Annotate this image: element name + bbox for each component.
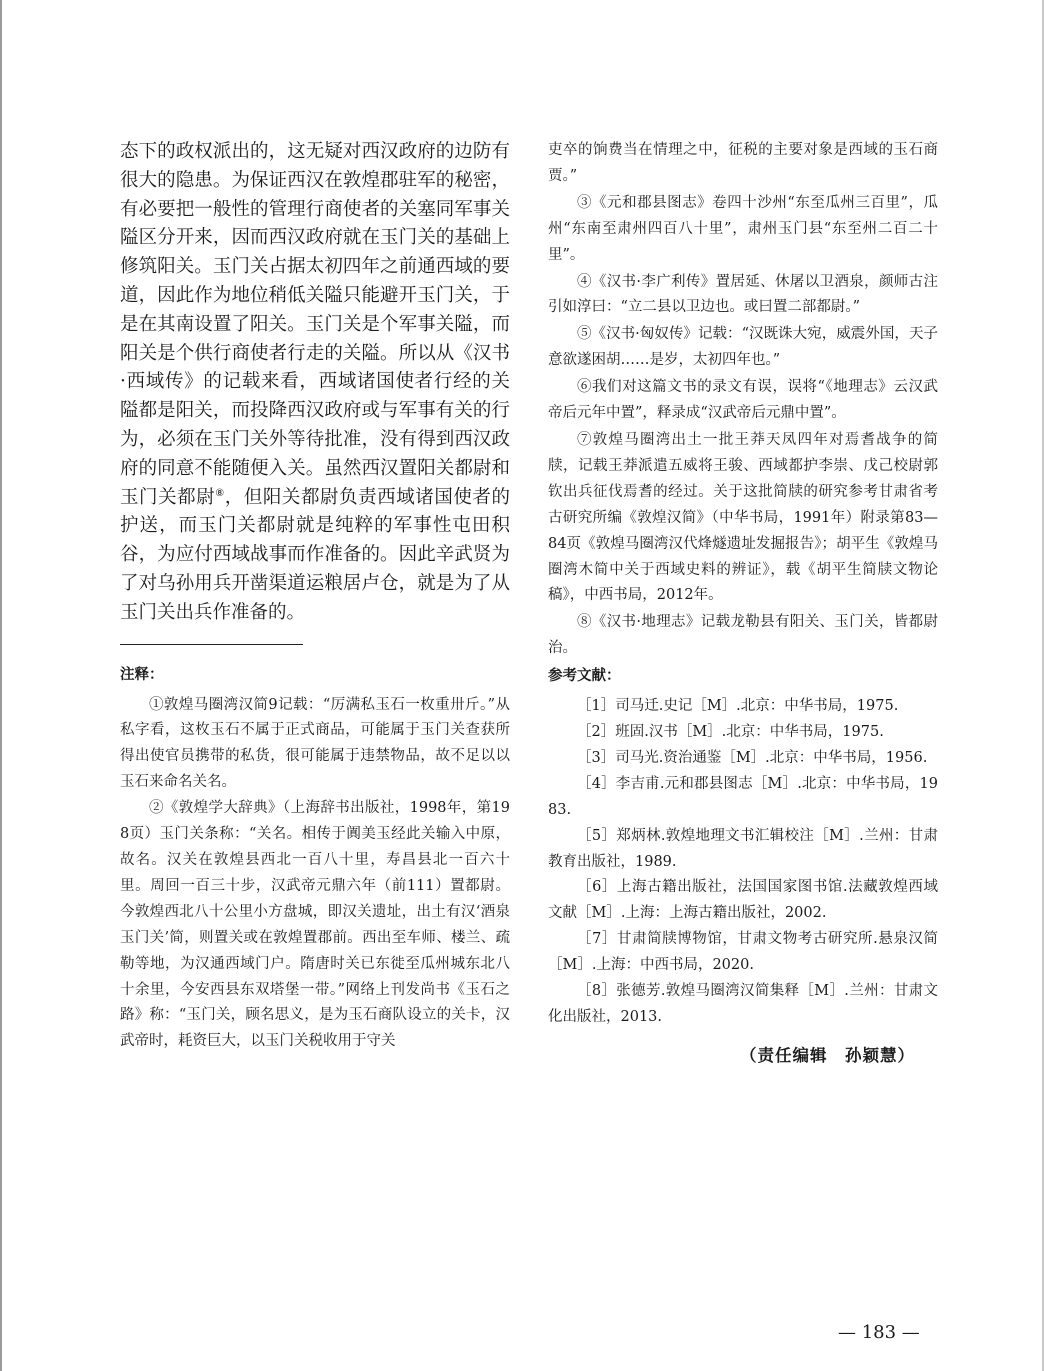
note-6: ⑥我们对这篇文书的录文有误，误将“《地理志》云汉武帝后元年中置”，释录成“汉武帝后元鼎中置”。 xyxy=(548,379,938,422)
reference-item: ［4］李吉甫.元和郡县图志［M］.北京：中华书局，1983. xyxy=(548,775,938,818)
page-edge-left xyxy=(0,0,2,1371)
note-2: ②《敦煌学大辞典》（上海辞书出版社，1998年，第198页）玉门关条称：“关名。相传于阗美玉经此关输入中原，故名。汉关在敦煌县西北一百八十里，寿昌县北一百六十里。周回一百三十步，汉武帝元鼎六年（前111）置都尉。今敦煌西北八十公里小方盘城，即汉关遗址，出土有汉‘酒泉玉门关’简，则置关或在敦煌置郡前。西出至车师、楼兰、疏勒等地，为汉通西域门户。隋唐时关已东徙至瓜州城东北八十余里，今安西县东双塔堡一带。”网络上刊发尚书《玉石之路》称：“玉门关，顾名思义，是为玉石商队设立的关卡，汉武帝时，耗资巨大，以玉门关税收用于守关 xyxy=(120,800,510,1050)
body-text-end: ，但阳关都尉负责西域诸国使者的护送，而玉门关都尉就是纯粹的军事性屯田积谷，为应付西域战事而作准备的。因此辛武贤为了对乌孙用兵开凿渠道运粮居卢仓，就是为了从玉门关出兵作准备的。 xyxy=(120,486,510,623)
reference-item: ［1］司马迁.史记［M］.北京：中华书局，1975. xyxy=(577,698,899,715)
footnote-ref-8: ⑧ xyxy=(215,487,225,499)
right-column xyxy=(548,138,938,1031)
note-4: ④《汉书·李广利传》置居延、休屠以卫酒泉，颜师古注引如淳曰：“立二县以卫边也。或曰置二部都尉。” xyxy=(548,273,938,316)
page-number: — 183 — xyxy=(838,1322,920,1343)
reference-item: ［7］甘肃简牍博物馆，甘肃文物考古研究所.悬泉汉简［M］.上海：中西书局，2020. xyxy=(548,931,938,974)
responsible-editor: （责任编辑 孙颖慧） xyxy=(740,1046,915,1065)
references-heading: 参考文献： xyxy=(548,668,621,685)
note-7: ⑦敦煌马圈湾出土一批王莽天凤四年对焉耆战争的简牍，记载王莽派遣五威将王骏、西域都护李崇、戊己校尉郭钦出兵征伐焉耆的经过。关于这批简牍的研究参考甘肃省考古研究所编《敦煌汉简》（中华书局，1991年）附录第83—84页《敦煌马圈湾汉代烽燧遗址发掘报告》；胡平生《敦煌马圈湾木简中关于西域史料的辨证》，载《胡平生简牍文物论稿》，中西书局，2012年。 xyxy=(548,431,938,604)
reference-item: ［6］上海古籍出版社，法国国家图书馆.法藏敦煌西域文献［M］.上海：上海古籍出版社，2002. xyxy=(548,879,938,922)
note-5: ⑤《汉书·匈奴传》记载：“汉既诛大宛，威震外国，天子意欲遂困胡……是岁，太初四年也。” xyxy=(548,326,938,369)
left-column xyxy=(120,138,510,1055)
reference-item: ［2］班固.汉书［M］.北京：中华书局，1975. xyxy=(577,724,884,741)
reference-item: ［5］郑炳林.敦煌地理文书汇辑校注［M］.兰州：甘肃教育出版社，1989. xyxy=(548,827,938,870)
note-1: ①敦煌马圈湾汉简9记载：“厉满私玉石一枚重卅斤。”从私字看，这枚玉石不属于正式商品，可能属于玉门关查获所得出使官员携带的私货，很可能属于违禁物品，故不足以以玉石来命名关名。 xyxy=(120,696,510,791)
body-paragraph xyxy=(120,138,510,628)
notes-heading: 注释： xyxy=(120,666,164,683)
notes-divider xyxy=(120,644,303,645)
body-text-start: 态下的政权派出的，这无疑对西汉政府的边防有很大的隐患。为保证西汉在敦煌郡驻军的秘密，有必要把一般性的管理行商使者的关塞同军事关隘区分开来，因而西汉政府就在玉门关的基础上修筑阳关。玉门关占据太初四年之前通西域的要道，因此作为地位稍低关隘只能避开玉门关，于是在其南设置了阳关。玉门关是个军事关隘，而阳关是个供行商使者行走的关隘。所以从《汉书·西域传》的记载来看，西域诸国使者行经的关隘都是阳关，而投降西汉政府或与军事有关的行为，必须在玉门关外等待批准，没有得到西汉政府的同意不能随便入关。虽然西汉置阳关都尉和玉门关都尉 xyxy=(120,141,510,508)
reference-item: ［3］司马光.资治通鉴［M］.北京：中华书局，1956. xyxy=(577,749,928,766)
note-8: ⑧《汉书·地理志》记载龙勒县有阳关、玉门关，皆都尉治。 xyxy=(548,614,938,657)
note-2-continued: 吏卒的饷费当在情理之中，征税的主要对象是西域的玉石商贾。” xyxy=(548,142,938,184)
reference-item: ［8］张德芳.敦煌马圈湾汉简集释［M］.兰州：甘肃文化出版社，2013. xyxy=(548,983,938,1025)
note-3: ③《元和郡县图志》卷四十沙州“东至瓜州三百里”，瓜州“东南至肃州四百八十里”，肃州玉门县“东至州二百二十里”。 xyxy=(548,194,938,263)
